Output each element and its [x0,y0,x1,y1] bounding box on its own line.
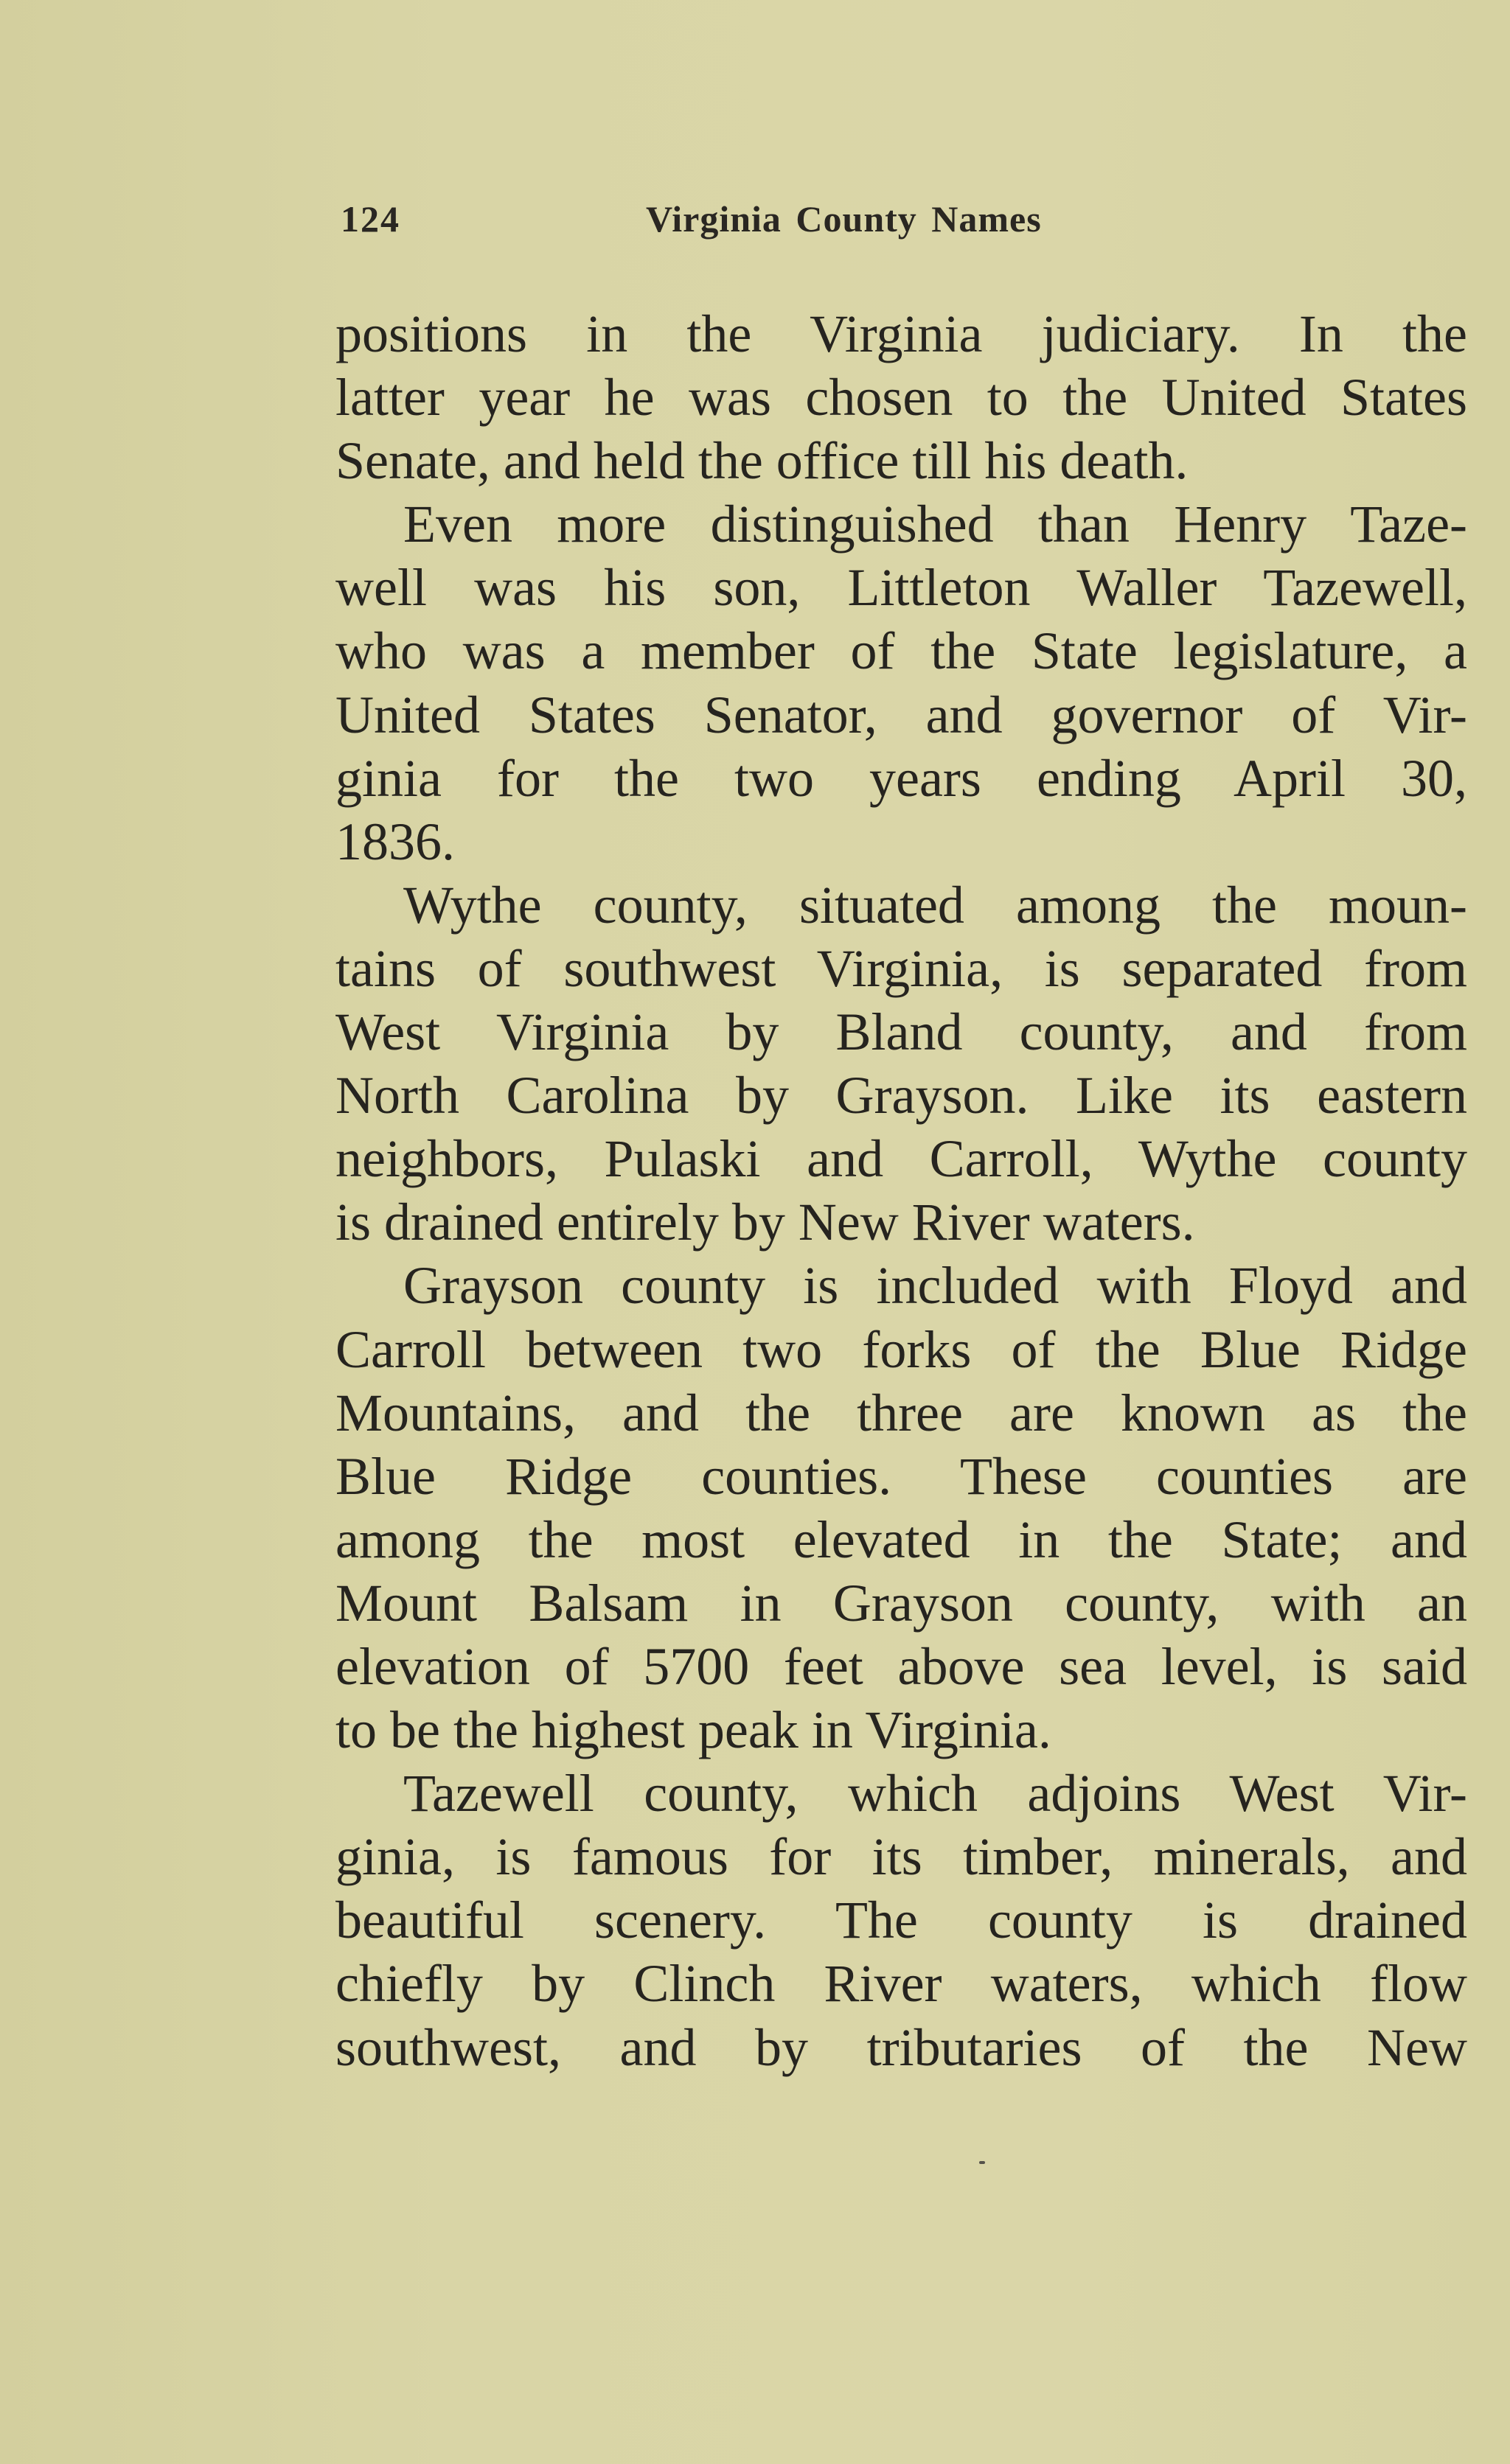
text-line: North Carolina by Grayson. Like its eastern [335,1066,1467,1125]
text-line: is drained entirely by New River waters. [335,1193,1195,1252]
page-number: 124 [341,198,400,240]
text-line: latter year he was chosen to the United States [335,368,1467,427]
text-line: Even more distinguished than Henry Taze- [403,495,1467,554]
text-line: southwest, and by tributaries of the New [335,2017,1467,2077]
text-line: chiefly by Clinch River waters, which flow [335,1954,1467,2014]
text-line: neighbors, Pulaski and Carroll, Wythe county [335,1129,1467,1189]
text-line: among the most elevated in the State; and [335,1510,1467,1569]
text-line: United States Senator, and governor of Vir- [335,685,1467,744]
text-line: Grayson county is included with Floyd and [403,1256,1467,1316]
text-line: elevation of 5700 feet above sea level, is said [335,1636,1467,1696]
page-header [341,198,1174,249]
text-line: Blue Ridge counties. These counties are [335,1446,1467,1506]
text-line: West Virginia by Bland county, and from [335,1002,1467,1062]
text-line: positions in the Virginia judiciary. In the [335,304,1467,363]
text-line: to be the highest peak in Virginia. [335,1700,1051,1760]
text-line: Wythe county, situated among the moun- [403,875,1467,935]
text-line: ginia, is famous for its timber, minerals, and [335,1827,1467,1887]
text-line: Mount Balsam in Grayson county, with an [335,1573,1467,1633]
text-line: ginia for the two years ending April 30, [335,748,1467,808]
text-line: beautiful scenery. The county is drained [335,1891,1467,1950]
text-line: who was a member of the State legislature, a [335,621,1467,681]
text-line: 1836. [335,812,455,871]
running-title: Virginia County Names [646,198,1042,240]
text-line: Tazewell county, which adjoins West Vir- [403,1764,1467,1823]
text-line: tains of southwest Virginia, is separated from [335,938,1467,998]
body-text [335,302,1467,2079]
text-line: Carroll between two forks of the Blue Ridge [335,1319,1467,1379]
text-line: well was his son, Littleton Waller Tazewell, [335,558,1467,618]
text-line: Mountains, and the three are known as the [335,1383,1467,1442]
text-line: Senate, and held the office till his death. [335,431,1189,491]
print-speck [979,2161,985,2164]
